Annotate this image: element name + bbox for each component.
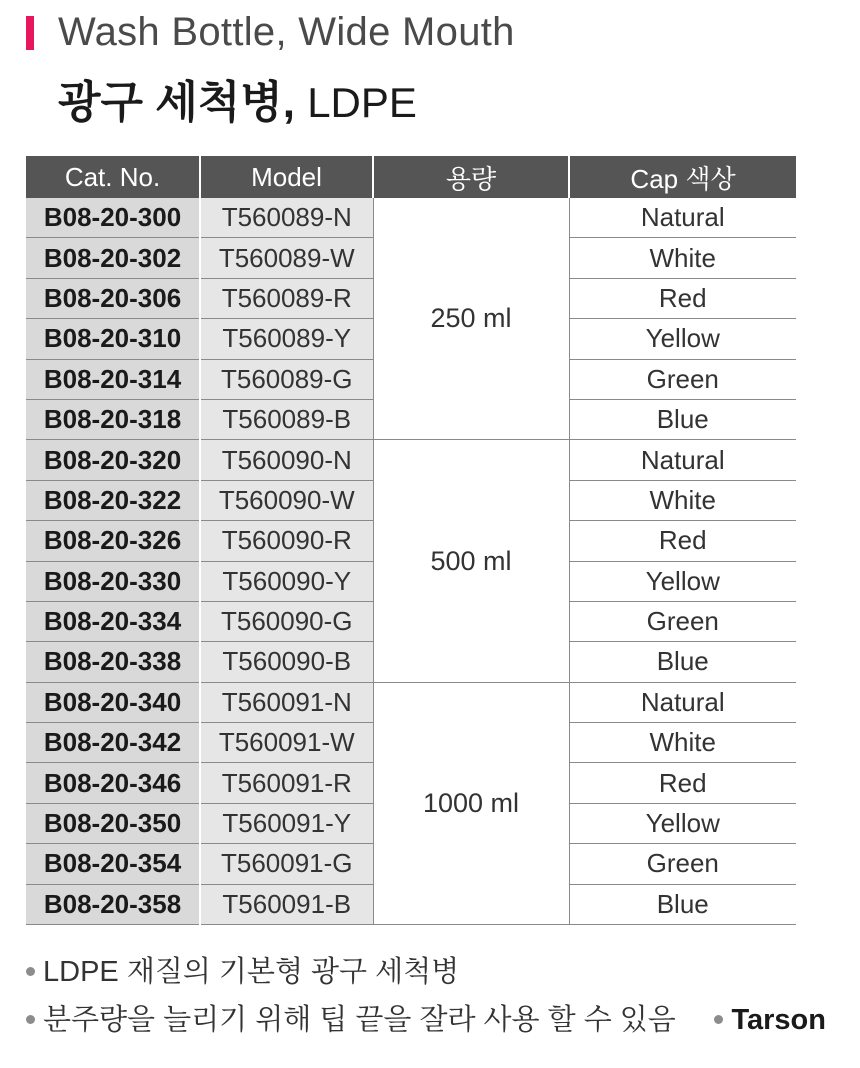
cell-cap-color: Yellow [569,803,796,843]
cell-cat-no: B08-20-350 [26,803,200,843]
column-header-model: Model [200,156,373,198]
brand-name: Tarson [731,1004,826,1036]
cell-capacity: 500 ml [373,440,569,682]
cell-cap-color: Natural [569,198,796,238]
product-spec-table [26,156,796,925]
cell-cap-color: Natural [569,682,796,722]
cell-cat-no: B08-20-340 [26,682,200,722]
cell-cap-color: Green [569,844,796,884]
cell-cat-no: B08-20-306 [26,278,200,318]
cell-model: T560089-B [200,399,373,439]
cell-cap-color: Green [569,601,796,641]
table-header-row [26,156,796,198]
cell-cat-no: B08-20-300 [26,198,200,238]
cell-cap-color: Green [569,359,796,399]
cell-cap-color: White [569,480,796,520]
cell-cap-color: Yellow [569,561,796,601]
cell-cap-color: Blue [569,884,796,924]
cell-model: T560090-N [200,440,373,480]
cell-cap-color: Blue [569,399,796,439]
table-row [26,682,796,722]
cell-cap-color: Red [569,521,796,561]
notes-section [26,952,826,1048]
cell-cat-no: B08-20-354 [26,844,200,884]
cell-cat-no: B08-20-310 [26,319,200,359]
cell-model: T560090-W [200,480,373,520]
cell-cap-color: Red [569,278,796,318]
brand-label [714,1000,826,1040]
cell-model: T560091-G [200,844,373,884]
column-header-capacity: 용량 [373,156,569,198]
cell-cat-no: B08-20-326 [26,521,200,561]
cell-model: T560089-Y [200,319,373,359]
table-body [26,198,796,925]
cell-model: T560090-B [200,642,373,682]
cell-model: T560090-R [200,521,373,561]
cell-cat-no: B08-20-338 [26,642,200,682]
column-header-cat-no: Cat. No. [26,156,200,198]
cell-model: T560091-N [200,682,373,722]
cell-cap-color: Natural [569,440,796,480]
table-row [26,440,796,480]
cell-cat-no: B08-20-320 [26,440,200,480]
cell-cat-no: B08-20-314 [26,359,200,399]
cell-model: T560089-R [200,278,373,318]
cell-cat-no: B08-20-342 [26,723,200,763]
cell-cat-no: B08-20-358 [26,884,200,924]
cell-model: T560090-G [200,601,373,641]
table-row [26,198,796,238]
cell-model: T560089-G [200,359,373,399]
cell-cap-color: Red [569,763,796,803]
bullet-dot-icon [26,967,35,976]
cell-cap-color: Yellow [569,319,796,359]
column-header-cap-color: Cap 색상 [569,156,796,198]
note-text: 분주량을 늘리기 위해 팁 끝을 잘라 사용 할 수 있음 [43,1004,676,1036]
cell-cat-no: B08-20-346 [26,763,200,803]
cell-model: T560091-B [200,884,373,924]
cell-model: T560090-Y [200,561,373,601]
cell-model: T560091-W [200,723,373,763]
cell-model: T560089-N [200,198,373,238]
page-title-english: Wash Bottle, Wide Mouth [58,10,515,54]
cell-cat-no: B08-20-330 [26,561,200,601]
note-text: LDPE 재질의 기본형 광구 세척병 [43,956,460,988]
bullet-dot-icon [26,1015,35,1024]
title-korean-text: 광구 세척병, [58,78,295,127]
note-item [26,952,826,1000]
cell-cap-color: White [569,723,796,763]
title-accent-bar [26,16,34,50]
cell-capacity: 1000 ml [373,682,569,924]
note-item [26,1000,826,1048]
cell-cap-color: White [569,238,796,278]
cell-cap-color: Blue [569,642,796,682]
cell-cat-no: B08-20-322 [26,480,200,520]
page-title-korean [58,66,417,130]
cell-cat-no: B08-20-318 [26,399,200,439]
cell-model: T560091-Y [200,803,373,843]
cell-capacity: 250 ml [373,198,569,440]
cell-cat-no: B08-20-334 [26,601,200,641]
cell-model: T560091-R [200,763,373,803]
title-material: LDPE [307,79,417,126]
bullet-dot-icon [714,1015,723,1024]
cell-cat-no: B08-20-302 [26,238,200,278]
cell-model: T560089-W [200,238,373,278]
